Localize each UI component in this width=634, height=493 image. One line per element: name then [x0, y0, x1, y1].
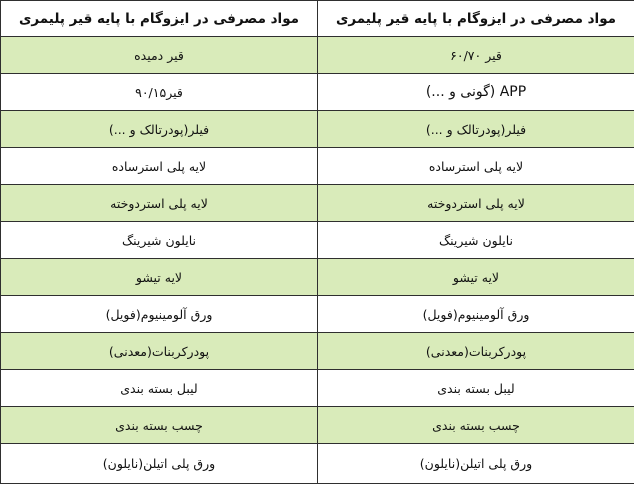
cell-left: لیبل بسته بندی — [1, 370, 318, 407]
cell-left: لایه پلی استردوخته — [1, 185, 318, 222]
table-row — [1, 296, 634, 333]
cell-right: ورق آلومینیوم(فویل) — [318, 296, 634, 333]
table-row — [1, 148, 634, 185]
cell-right: لایه پلی استردوخته — [318, 185, 634, 222]
cell-right: ورق پلی اتیلن(نایلون) — [318, 444, 634, 484]
cell-right: نایلون شیرینگ — [318, 222, 634, 259]
table-header-row — [1, 1, 634, 37]
cell-right: لایه تیشو — [318, 259, 634, 296]
table-row — [1, 185, 634, 222]
cell-left: پودرکربنات(معدنی) — [1, 333, 318, 370]
table-row — [1, 370, 634, 407]
cell-left: ورق پلی اتیلن(نایلون) — [1, 444, 318, 484]
header-right: مواد مصرفی در ایزوگام با پایه قیر پلیمری — [318, 1, 634, 37]
cell-left: قیر دمیده — [1, 37, 318, 74]
header-left: مواد مصرفی در ایزوگام با پایه قیر پلیمری — [1, 1, 318, 37]
table-row — [1, 333, 634, 370]
cell-left: فیلر(پودرتالک و ...) — [1, 111, 318, 148]
table-row — [1, 111, 634, 148]
table-row — [1, 37, 634, 74]
cell-right: قیر ۶۰/۷۰ — [318, 37, 634, 74]
cell-right: فیلر(پودرتالک و ...) — [318, 111, 634, 148]
table-row — [1, 259, 634, 296]
table-row — [1, 74, 634, 111]
cell-left: ورق آلومینیوم(فویل) — [1, 296, 318, 333]
cell-left: لایه تیشو — [1, 259, 318, 296]
cell-left: نایلون شیرینگ — [1, 222, 318, 259]
table-row — [1, 222, 634, 259]
cell-left: لایه پلی استرساده — [1, 148, 318, 185]
cell-right: لایه پلی استرساده — [318, 148, 634, 185]
cell-right: چسب بسته بندی — [318, 407, 634, 444]
table-row — [1, 407, 634, 444]
cell-right: لیبل بسته بندی — [318, 370, 634, 407]
table-row — [1, 444, 634, 484]
cell-right: APP (گونی و ...) — [318, 74, 634, 111]
cell-left: چسب بسته بندی — [1, 407, 318, 444]
cell-left: قیر۹۰/۱۵ — [1, 74, 318, 111]
cell-right: پودرکربنات(معدنی) — [318, 333, 634, 370]
